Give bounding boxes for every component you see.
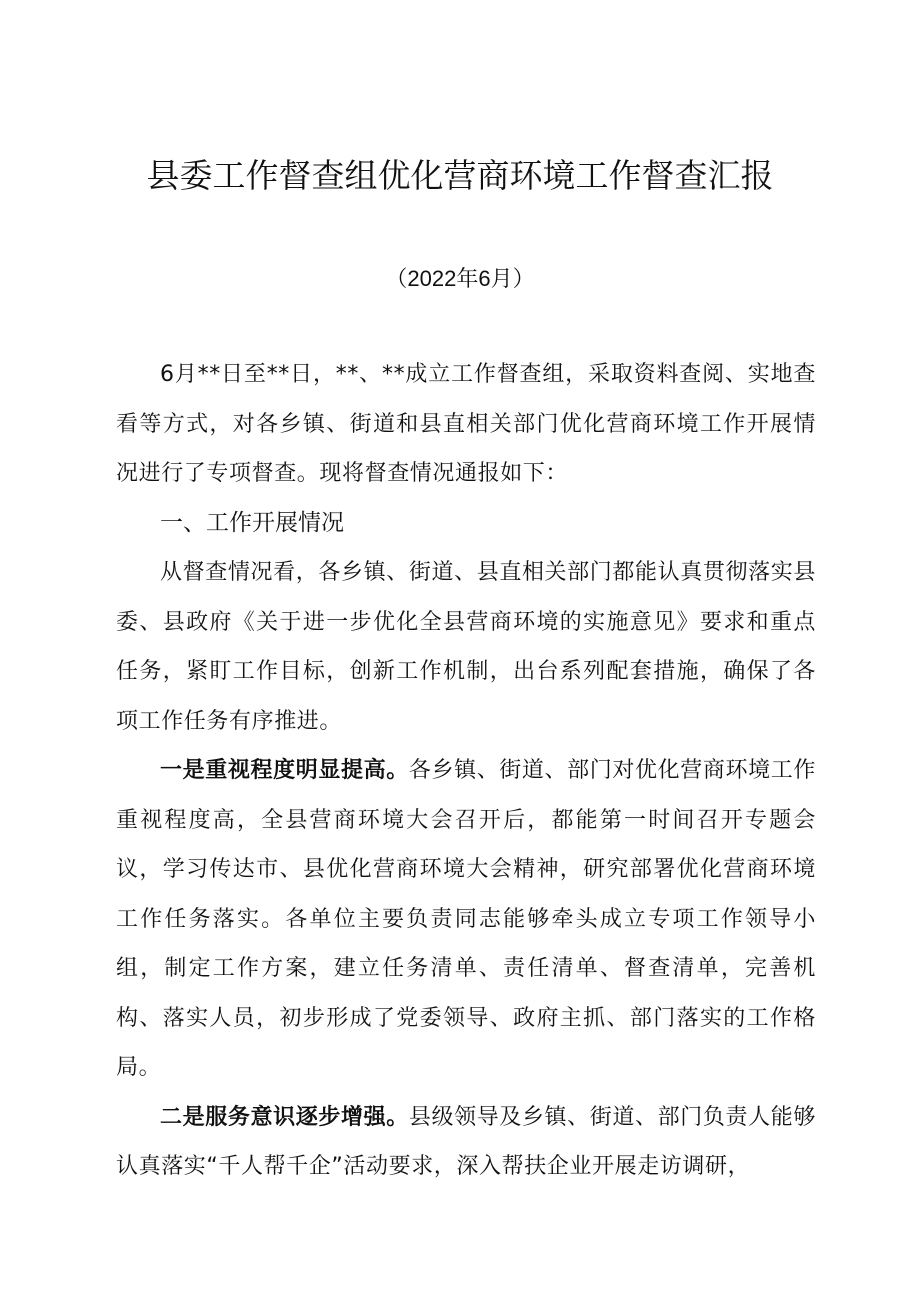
point-two-lead: 二是服务意识逐步增强。	[160, 1104, 409, 1130]
point-one-paragraph	[116, 746, 816, 1093]
document-title: 县委工作督查组优化营商环境工作督查汇报	[146, 156, 774, 195]
point-two-paragraph	[116, 1093, 816, 1192]
document-date: （2022年6月）	[385, 266, 535, 291]
point-one-lead: 一是重视程度明显提高。	[160, 758, 409, 783]
point-two-text: 县级领导及乡镇、街道、部门负责人能够认真落实“千人帮千企”活动要求，深入帮扶企业开展走访调研，	[116, 1104, 816, 1179]
document-body	[116, 350, 816, 1192]
section-heading: 一、工作开展情况	[160, 509, 344, 536]
point-one-text: 各乡镇、街道、部门对优化营商环境工作重视程度高，全县营商环境大会召开后，都能第一时间召开专题会议，学习传达市、县优化营商环境大会精神，研究部署优化营商环境工作任务落实。各单位主要负责同志能够牵头成立专项工作领导小组，制定工作方案，建立任务清单、责任清单、督查清单，完善机构、落实人员，初步形成了党委领导、政府主抓、部门落实的工作格局。	[116, 758, 816, 1080]
intro-paragraph: 6月**日至**日，**、**成立工作督查组，采取资料查阅、实地查看等方式，对各乡镇、街道和县直相关部门优化营商环境工作开展情况进行了专项督查。现将督查情况通报如下：	[116, 362, 816, 486]
section-paragraph: 从督查情况看，各乡镇、街道、县直相关部门都能认真贯彻落实县委、县政府《关于进一步优化全县营商环境的实施意见》要求和重点任务，紧盯工作目标，创新工作机制，出台系列配套措施，确保了各项工作任务有序推进。	[116, 560, 816, 734]
